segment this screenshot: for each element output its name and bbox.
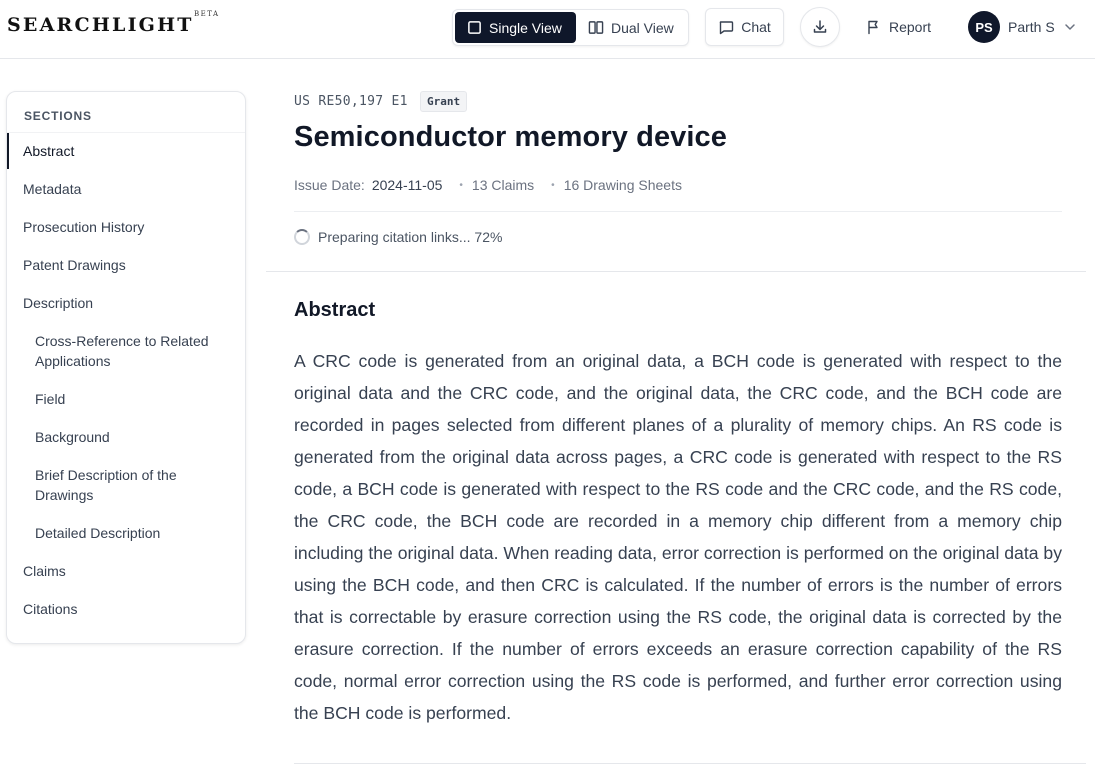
loading-spinner-icon: [294, 229, 310, 245]
drawing-sheets-count: 16 Drawing Sheets: [563, 177, 682, 193]
sidebar-item-prosecution-history[interactable]: Prosecution History: [23, 219, 145, 235]
message-square-icon: [718, 19, 734, 35]
report-button[interactable]: [866, 8, 931, 46]
page-title: Semiconductor memory device: [294, 121, 728, 153]
single-view-button[interactable]: [455, 12, 576, 43]
sidebar-item-field[interactable]: Field: [35, 391, 66, 407]
citation-status: [294, 229, 502, 245]
view-toggle: [452, 9, 689, 46]
sidebar-item-citations[interactable]: Citations: [23, 601, 78, 617]
separator-dot: •: [551, 179, 555, 191]
columns-icon: [588, 20, 604, 35]
sidebar-item-claims[interactable]: Claims: [23, 563, 66, 579]
download-icon: [812, 19, 828, 35]
sidebar-item-description[interactable]: Description: [23, 295, 94, 311]
sidebar-item-detailed-description[interactable]: Detailed Description: [35, 525, 161, 541]
meta-divider: [294, 211, 1062, 212]
dual-view-label: Dual View: [611, 19, 674, 36]
citation-status-text: Preparing citation links... 72%: [318, 229, 503, 245]
square-icon: [467, 20, 482, 35]
single-view-label: Single View: [489, 19, 562, 36]
sidebar-item-brief-description[interactable]: Brief Description of the Drawings: [35, 467, 177, 503]
sections-sidebar: [6, 91, 246, 644]
sidebar-divider: [7, 132, 245, 133]
sidebar-item-background[interactable]: Background: [35, 429, 110, 445]
patent-number: US RE50,197 E1: [294, 94, 408, 109]
beta-label: BETA: [194, 10, 220, 18]
avatar: PS: [968, 11, 1000, 43]
sidebar-item-patent-drawings[interactable]: Patent Drawings: [23, 257, 126, 273]
app-logo[interactable]: SEARCHLIGHT: [7, 14, 194, 36]
sidebar-item-metadata[interactable]: Metadata: [23, 181, 82, 197]
sections-title: SECTIONS: [24, 109, 92, 123]
claims-count: 13 Claims: [471, 177, 535, 193]
flag-icon: [866, 19, 881, 35]
sidebar-item-cross-reference[interactable]: Cross-Reference to Related Applications: [35, 333, 209, 369]
chevron-down-icon: [1063, 20, 1077, 34]
user-name: Parth S: [1008, 19, 1055, 35]
chat-label: Chat: [741, 19, 771, 35]
issue-date-label: Issue Date:: [294, 177, 365, 193]
chat-button[interactable]: [705, 8, 784, 46]
grant-badge: Grant: [420, 91, 467, 112]
top-bar: [0, 0, 1095, 59]
user-menu[interactable]: [968, 10, 1077, 44]
download-button[interactable]: [800, 7, 840, 47]
report-label: Report: [889, 19, 932, 35]
abstract-text: A CRC code is generated from an original data, a BCH code is generated with respect to the original data and the CRC code, and the original data, the CRC code, and the BCH code are recorded in pages selected from different planes of a plurality of memory chips. An RS code is generated from the original data across pages, a CRC code is generated with respect to the RS code, a BCH code is generated with respect to the RS code and the CRC code, and the RS code, the CRC code, the BCH code are recorded in a memory chip different from a memory chip including the original data. When reading data, error correction is performed on the original data by using the BCH code, and then CRC is calculated. If the number of errors is the number of errors that is correctable by erasure correction using the RS code, the original data is corrected by the erasure correction. If the number of errors exceeds an erasure correction capability of the RS code, normal error correction using the RS code is performed, and further error correction using the BCH code is performed.: [294, 351, 1062, 723]
abstract-heading: Abstract: [294, 299, 376, 321]
document-meta: [294, 177, 682, 193]
dual-view-button[interactable]: [576, 12, 686, 43]
section-divider: [266, 271, 1086, 272]
section-divider-bottom: [294, 763, 1086, 764]
separator-dot: •: [459, 179, 463, 191]
sidebar-item-abstract[interactable]: Abstract: [23, 143, 75, 159]
issue-date: 2024-11-05: [371, 177, 443, 193]
